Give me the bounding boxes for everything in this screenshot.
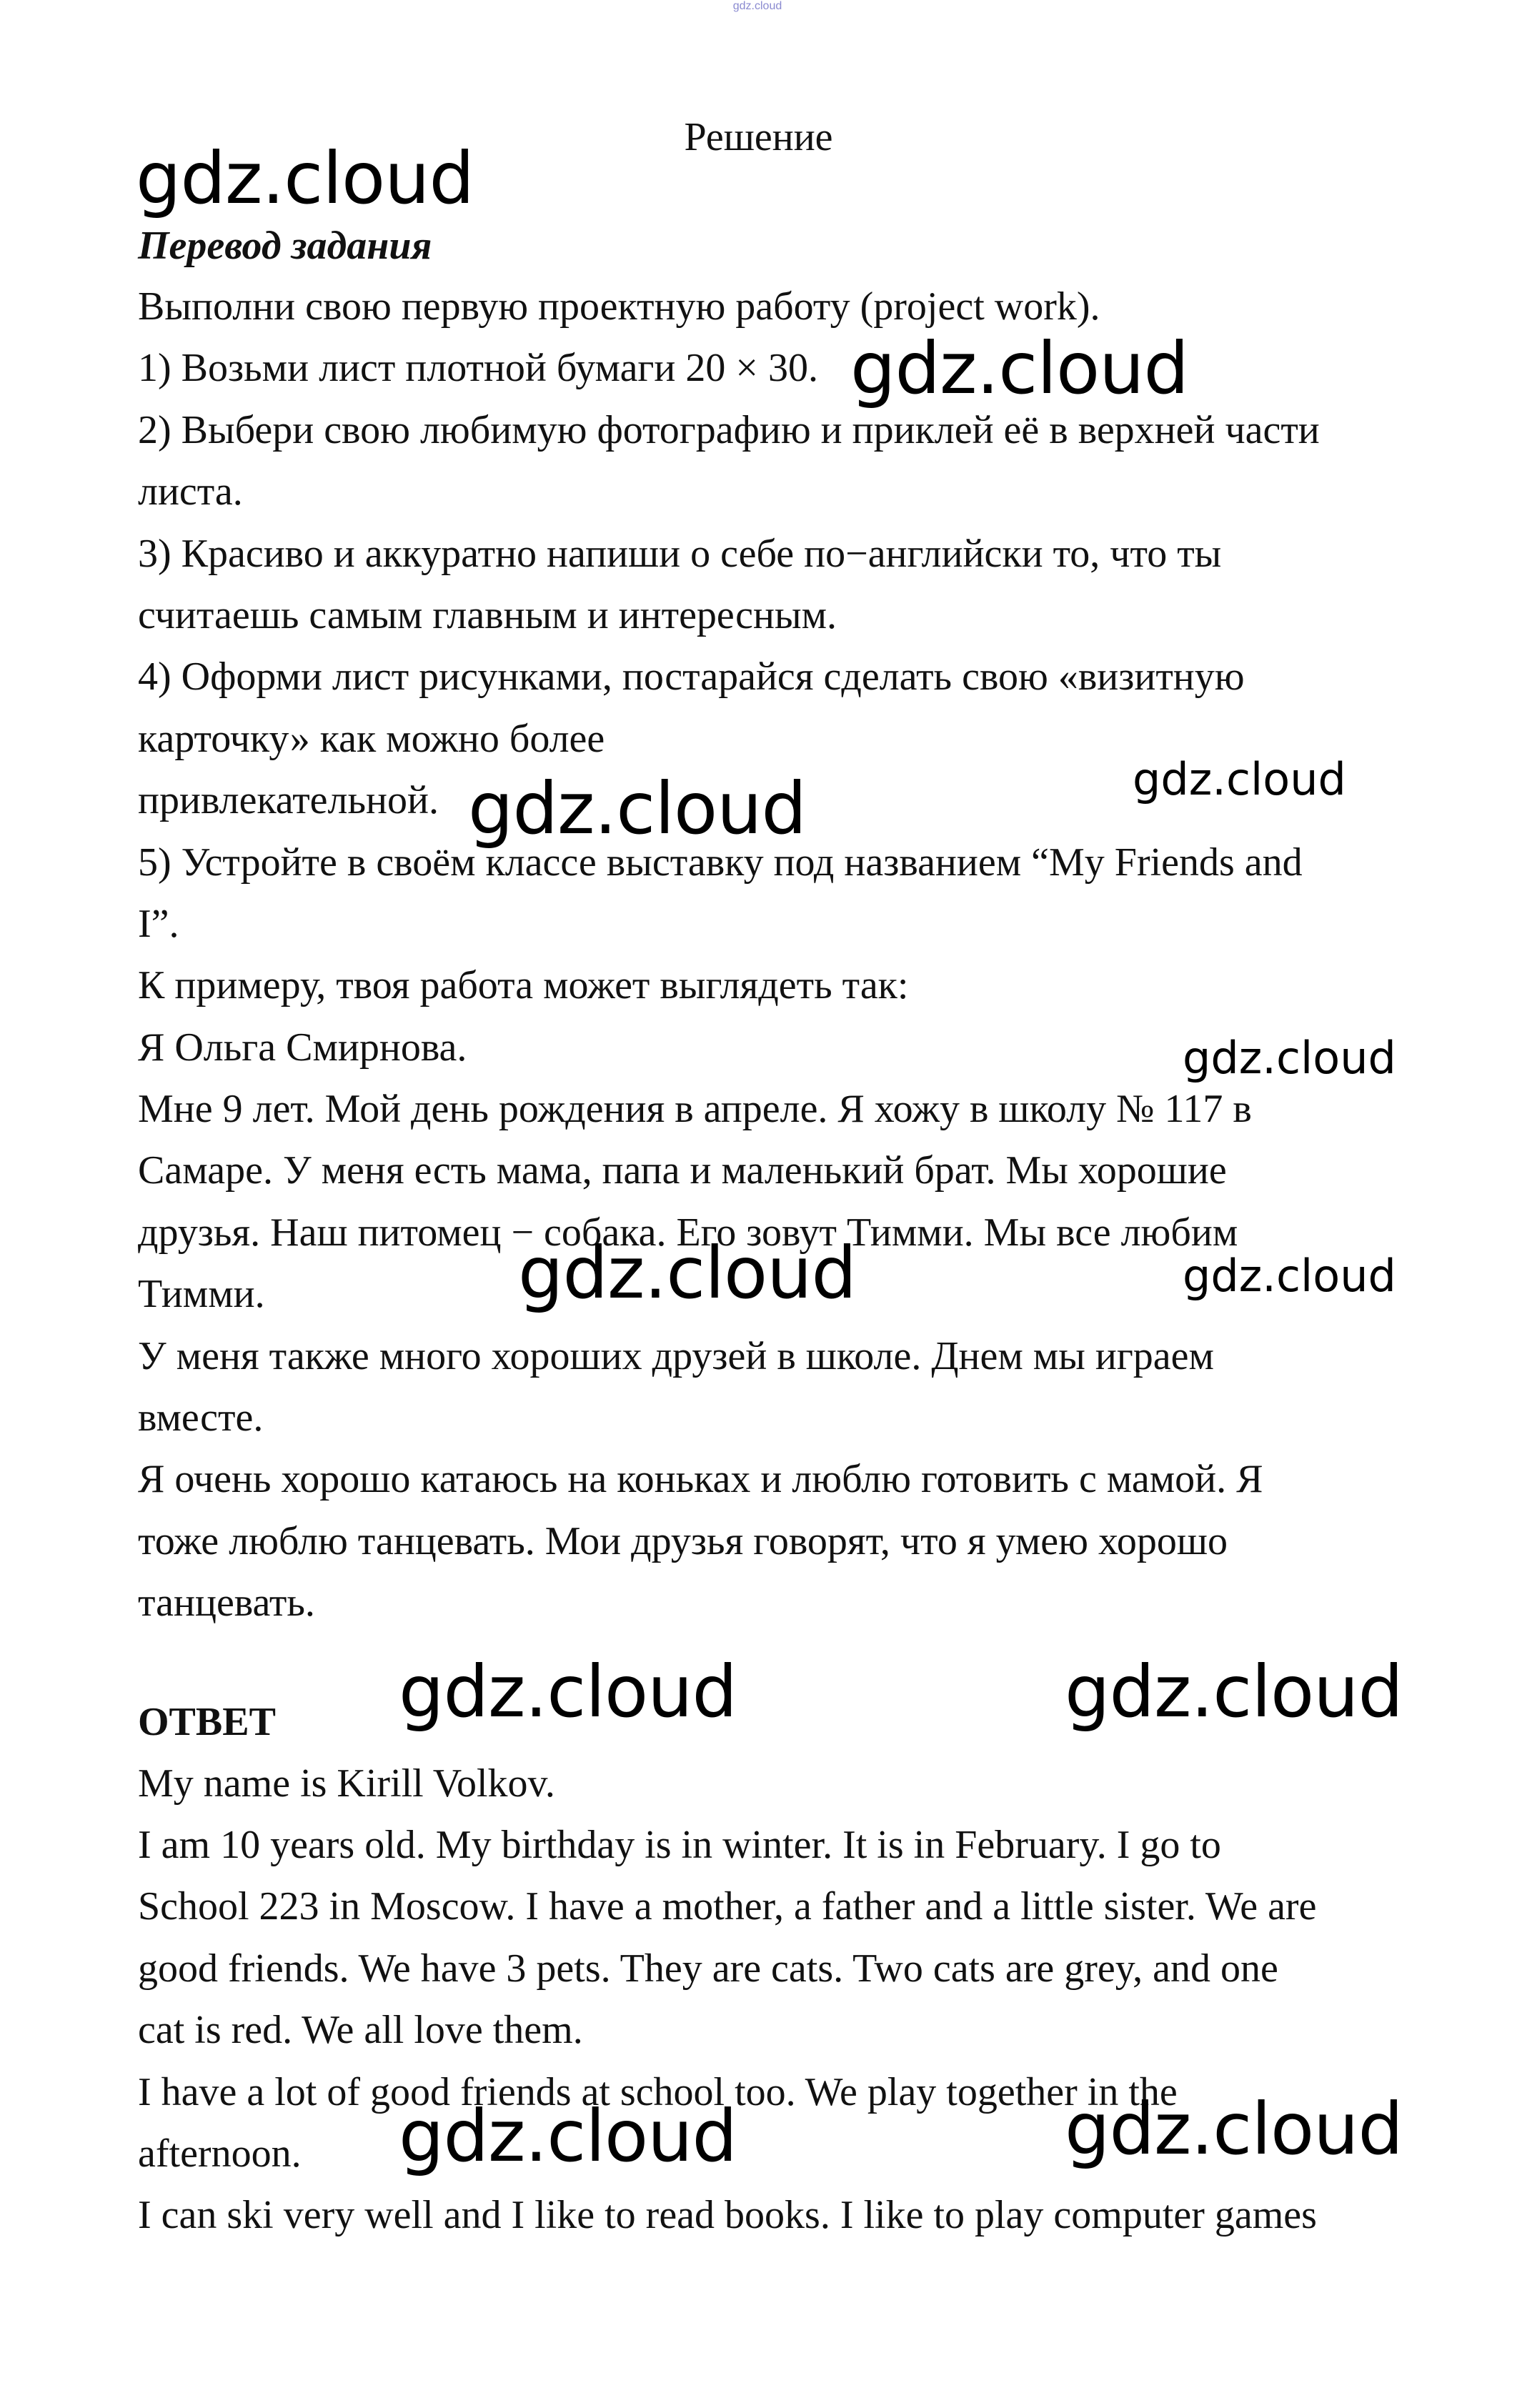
text-line: друзья. Наш питомец − собака. Его зовут Тимми. Мы все любим [138, 1210, 1238, 1255]
text-line: good friends. We have 3 pets. They are cats. Two cats are grey, and one [138, 1946, 1278, 1991]
text-line: К примеру, твоя работа может выглядеть так: [138, 963, 909, 1008]
site-mark-top: gdz.cloud [732, 0, 782, 12]
text-line: 5) Устройте в своём классе выставку под названием “My Friends and [138, 840, 1303, 885]
text-line: 3) Красиво и аккуратно напиши о себе по−английски то, что ты [138, 531, 1222, 576]
text-line: I am 10 years old. My birthday is in winter. It is in February. I go to [138, 1822, 1221, 1867]
text-line: танцевать. [138, 1581, 315, 1626]
task-translation-text [138, 276, 1424, 1634]
text-line: I can ski very well and I like to read books. I like to play computer games [138, 2193, 1317, 2238]
text-line: вместе. [138, 1395, 264, 1441]
watermark: gdz.cloud [518, 1231, 857, 1315]
watermark: gdz.cloud [1065, 2087, 1403, 2171]
text-line: afternoon. [138, 2131, 302, 2176]
watermark: gdz.cloud [1183, 1250, 1396, 1302]
text-line: У меня также много хороших друзей в школе. Днем мы играем [138, 1333, 1214, 1378]
text-line: 2) Выбери свою любимую фотографию и приклей её в верхней части [138, 407, 1320, 452]
watermark: gdz.cloud [399, 1650, 737, 1733]
text-line: Самаре. У меня есть мама, папа и маленький брат. Мы хорошие [138, 1148, 1227, 1193]
text-line: My name is Kirill Volkov. [138, 1761, 555, 1806]
text-line: тоже люблю танцевать. Мои друзья говорят, что я умею хорошо [138, 1518, 1228, 1563]
watermark: gdz.cloud [399, 2094, 737, 2178]
watermark: gdz.cloud [136, 136, 474, 220]
watermark: gdz.cloud [850, 327, 1189, 410]
text-line: Я Ольга Смирнова. [138, 1025, 467, 1070]
text-line: I”. [138, 901, 179, 946]
watermark: gdz.cloud [1133, 753, 1346, 805]
text-line: Выполни свою первую проектную работу (project work). [138, 284, 1100, 329]
text-line: 1) Возьми лист плотной бумаги 20 × 30. [138, 346, 818, 391]
text-line: cat is red. We all love them. [138, 2008, 583, 2053]
text-line: Тимми. [138, 1272, 265, 1317]
text-line: привлекательной. [138, 778, 439, 823]
watermark: gdz.cloud [1065, 1650, 1403, 1733]
text-line: I have a lot of good friends at school too. We play together in the [138, 2069, 1178, 2114]
text-line: 4) Оформи лист рисунками, постарайся сделать свою «визитную [138, 655, 1245, 700]
text-line: карточку» как можно более [138, 716, 605, 761]
answer-title: ОТВЕТ [138, 1699, 276, 1744]
text-line: Я очень хорошо катаюсь на коньках и люблю готовить с мамой. Я [138, 1457, 1263, 1502]
answer-text [138, 1753, 1424, 2247]
task-translation-title: Перевод задания [138, 224, 432, 268]
text-line: School 223 in Moscow. I have a mother, a father and a little sister. We are [138, 1884, 1317, 1929]
solution-heading: Решение [684, 115, 833, 159]
watermark: gdz.cloud [1183, 1032, 1396, 1084]
text-line: считаешь самым главным и интересным. [138, 592, 837, 637]
text-line: листа. [138, 469, 243, 514]
watermark: gdz.cloud [468, 767, 807, 850]
text-line: Мне 9 лет. Мой день рождения в апреле. Я хожу в школу № 117 в [138, 1087, 1252, 1132]
